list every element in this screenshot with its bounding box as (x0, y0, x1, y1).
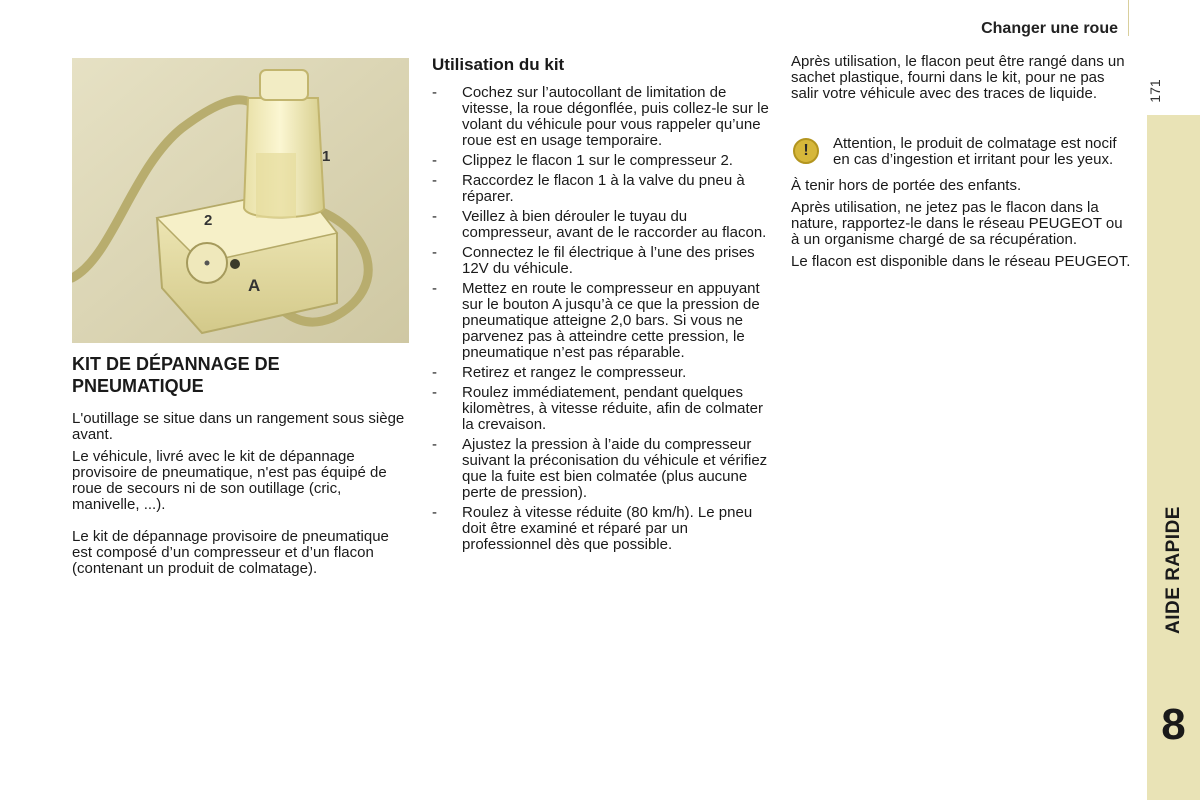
callout-a: A (248, 276, 261, 295)
warning-text: Attention, le produit de colmatage est nocif en cas d’ingestion et irritant pour les yeux. (833, 135, 1117, 168)
header-divider (1128, 0, 1129, 36)
bottle-cap (260, 70, 308, 100)
callout-2: 2 (204, 212, 213, 229)
middle-column (432, 54, 777, 557)
paragraph-kit-contents: Le kit de dépannage provisoire de pneumatique est composé d’un compresseur et d’un flacon (contenant un produit de colmatage). (72, 528, 389, 577)
paragraph-disposal: Après utilisation, ne jetez pas le flacon dans la nature, rapportez-le dans le réseau PEUGEOT ou à un organisme chargé de sa récupération. (791, 199, 1123, 248)
list-item: - Connectez le fil électrique à l’une des prises 12V du véhicule. (432, 245, 777, 277)
tyre-repair-kit-drawing (72, 58, 409, 343)
paragraph-no-spare-wheel: Le véhicule, livré avec le kit de dépannage provisoire de pneumatique, n'est pas équipé de roue de secours ni de son outillage (cric, manivelle, ...). (72, 448, 387, 513)
subsection-title: Utilisation du kit (432, 55, 565, 74)
chapter-tab-label-wrapper (1147, 440, 1200, 700)
chapter-tab-label: AIDE RAPIDE (1162, 506, 1184, 634)
warning-icon: ! (793, 138, 819, 164)
page-number: 171 (1147, 79, 1163, 103)
chapter-number: 8 (1161, 700, 1186, 749)
list-item: - Ajustez la pression à l’aide du compresseur suivant la préconisation du véhicule et vérifiez que la fuite est bien colmatée (plus aucune perte de pression). (432, 437, 777, 501)
warning-block (791, 136, 1131, 168)
paragraph-keep-away-children: À tenir hors de portée des enfants. (791, 177, 1022, 194)
list-item: - Clippez le flacon 1 sur le compresseur 2. (432, 153, 777, 169)
paragraph-location: L'outillage se situe dans un rangement sous siège avant. (72, 410, 405, 443)
list-item: - Mettez en route le compresseur en appuyant sur le bouton A jusqu’à ce que la pression de pneumatique atteigne 2,0 bars. Si vous ne parvenez pas à atteindre cette pression, le pneumatique n’est pas réparable. (432, 281, 777, 361)
left-column (72, 353, 412, 583)
button-a (230, 259, 240, 269)
paragraph-availability: Le flacon est disponible dans le réseau PEUGEOT. (791, 253, 1131, 270)
list-item: - Roulez immédiatement, pendant quelques kilomètres, à vitesse réduite, afin de colmater la crevaison. (432, 385, 777, 433)
list-item: - Veillez à bien dérouler le tuyau du compresseur, avant de le raccorder au flacon. (432, 209, 777, 241)
list-item: - Raccordez le flacon 1 à la valve du pneu à réparer. (432, 173, 777, 205)
gauge-needle-pivot (205, 261, 210, 266)
tyre-repair-kit-illustration (72, 58, 409, 343)
callout-1: 1 (322, 148, 331, 165)
list-item: - Cochez sur l’autocollant de limitation de vitesse, la roue dégonflée, puis collez-le sur le volant du véhicule pour vous rappeler qu’une roue est en usage temporaire. (432, 85, 777, 149)
bottle-liquid (256, 153, 296, 218)
page-header-title: Changer une roue (981, 20, 1118, 37)
paragraph-after-use-storage: Après utilisation, le flacon peut être rangé dans un sachet plastique, fourni dans le kit, pour ne pas salir votre véhicule avec des traces de liquide. (791, 53, 1125, 102)
list-item: - Retirez et rangez le compresseur. (432, 365, 777, 381)
right-column (791, 54, 1131, 276)
usage-steps-list (432, 85, 777, 553)
section-title: KIT DE DÉPANNAGE DE PNEUMATIQUE (72, 354, 280, 396)
list-item: - Roulez à vitesse réduite (80 km/h). Le pneu doit être examiné et réparé par un professionnel dès que possible. (432, 505, 777, 553)
